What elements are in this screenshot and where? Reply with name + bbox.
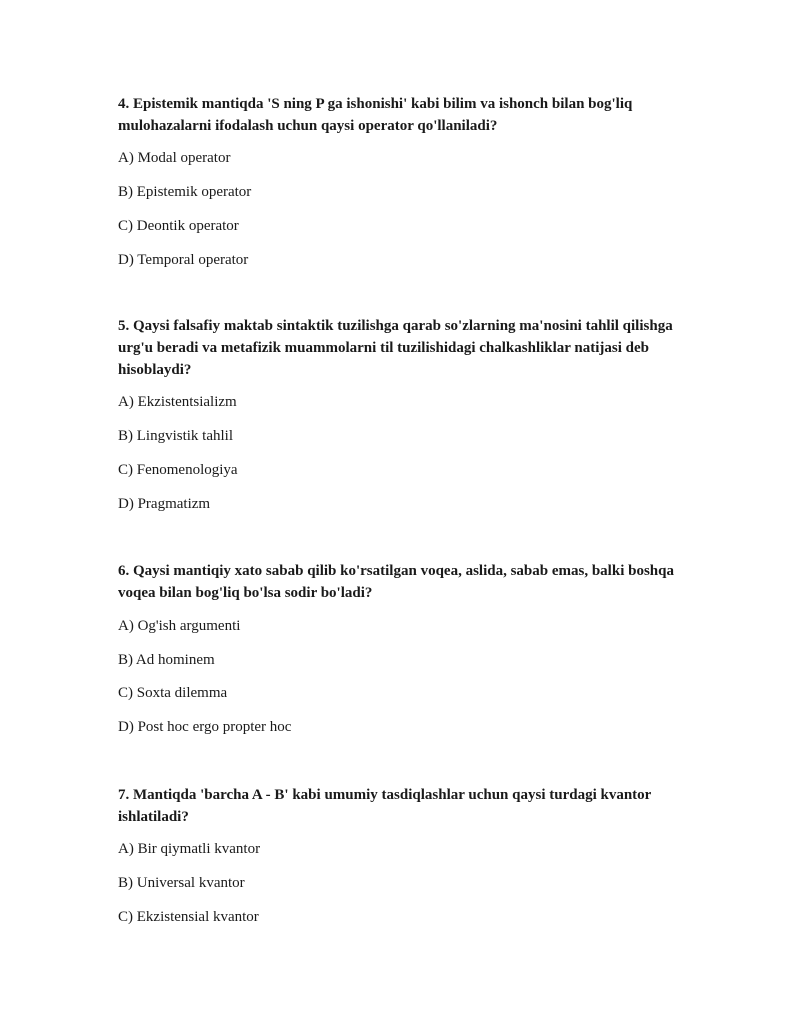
option-a: A) Ekzistentsializm (118, 394, 237, 410)
option-b: B) Epistemik operator (118, 184, 252, 200)
question-7 (118, 784, 698, 925)
option-b: B) Ad hominem (118, 652, 215, 668)
option-d: D) Post hoc ergo propter hoc (118, 719, 292, 735)
option-c: C) Soxta dilemma (118, 685, 228, 701)
question-text: 5. Qaysi falsafiy maktab sintaktik tuzilishga qarab so'zlarning ma'nosini tahlil qilishga urg'u beradi va metafizik muammolarni til tuzilishidagi chalkashliklar natijasi deb hisoblaydi? (118, 318, 673, 378)
option-b: B) Universal kvantor (118, 875, 245, 891)
question-5 (118, 315, 698, 512)
option-c: C) Ekzistensial kvantor (118, 909, 259, 925)
option-a: A) Og'ish argumenti (118, 618, 241, 634)
option-d: D) Pragmatizm (118, 496, 211, 512)
option-b: B) Lingvistik tahlil (118, 428, 233, 444)
question-text: 6. Qaysi mantiqiy xato sabab qilib ko'rsatilgan voqea, aslida, sabab emas, balki boshqa voqea bilan bog'liq bo'lsa sodir bo'ladi? (118, 563, 674, 601)
option-c: C) Deontik operator (118, 218, 239, 234)
option-a: A) Bir qiymatli kvantor (118, 841, 261, 857)
question-text: 4. Epistemik mantiqda 'S ning P ga ishonishi' kabi bilim va ishonch bilan bog'liq mulohazalarni ifodalash uchun qaysi operator qo'llaniladi? (118, 96, 633, 134)
option-c: C) Fenomenologiya (118, 462, 238, 478)
question-6 (118, 560, 698, 735)
option-d: D) Temporal operator (118, 252, 249, 268)
question-4 (118, 93, 698, 268)
option-a: A) Modal operator (118, 150, 231, 166)
question-text: 7. Mantiqda 'barcha A - B' kabi umumiy tasdiqlashlar uchun qaysi turdagi kvantor ishlatiladi? (118, 787, 652, 825)
